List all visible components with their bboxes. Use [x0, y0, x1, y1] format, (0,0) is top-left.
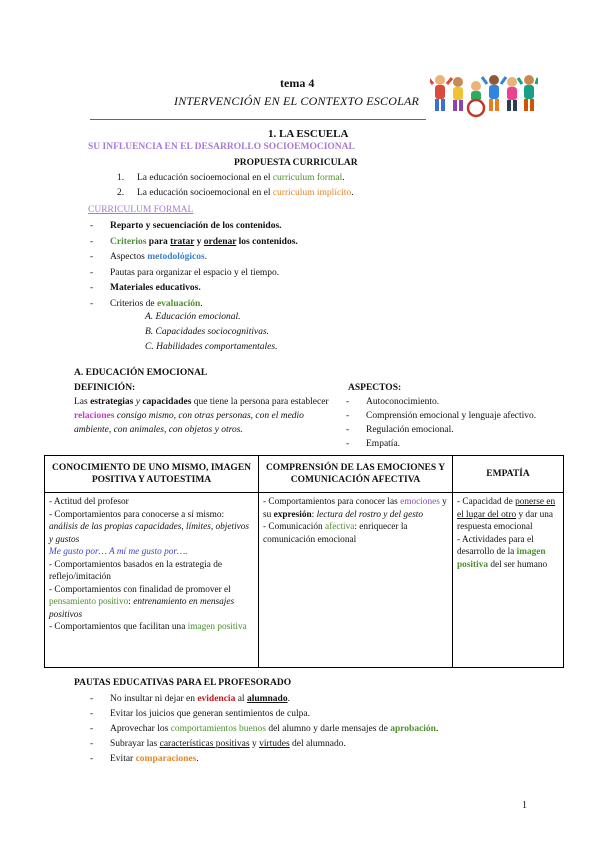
- text: y: [249, 739, 260, 749]
- header-rule: [90, 119, 426, 120]
- text: para: [146, 236, 171, 247]
- pauta-item: [90, 737, 560, 752]
- estrategias-text: estrategias: [90, 397, 134, 407]
- text: entrenamiento en mensajes positivos: [49, 597, 235, 620]
- caracteristicas-text: características positivas: [159, 739, 250, 749]
- text: Criterios de: [110, 298, 157, 309]
- alumnado-text: alumnado: [246, 694, 288, 704]
- cell-line: [49, 509, 254, 547]
- pautas-heading: PAUTAS EDUCATIVAS PARA EL PROFESORADO: [74, 678, 292, 688]
- aspect-item: - Empatía.: [346, 437, 576, 451]
- ponerse-text: ponerse en el lugar del otro: [457, 497, 556, 520]
- subitem: C. Habilidades comportamentales.: [145, 342, 278, 352]
- capacidades-text: capacidades: [142, 397, 192, 407]
- text: - Comportamientos que facilitan una: [49, 622, 188, 632]
- text: Aspectos: [110, 252, 148, 262]
- table-cell-col3: [453, 493, 564, 668]
- propuesta-item-1: [117, 172, 345, 185]
- section-heading: 1. LA ESCUELA: [268, 128, 349, 140]
- text: al: [235, 694, 247, 704]
- text: - Capacidad de: [457, 497, 516, 507]
- evidencia-text: evidencia: [197, 694, 236, 704]
- children-illustration: [430, 70, 538, 118]
- cell-line: [457, 496, 559, 534]
- text: y: [194, 236, 204, 247]
- cell-line: - Actitud del profesor: [49, 497, 129, 507]
- tema-label: tema 4: [280, 76, 315, 90]
- curriculum-item: [90, 250, 410, 266]
- propuesta-heading: PROPUESTA CURRICULAR: [234, 158, 358, 168]
- text: y: [133, 397, 143, 407]
- aspect-item: - Regulación emocional.: [346, 423, 576, 437]
- text: .: [200, 298, 203, 309]
- child-figure-1: [430, 75, 452, 111]
- curriculum-item: [90, 281, 410, 297]
- item-number: 2.: [117, 188, 125, 198]
- item-highlight: curriculum implícito: [272, 188, 352, 198]
- text: : enriquecer la comunicación emocional: [263, 522, 408, 545]
- text: Las: [74, 397, 91, 407]
- ordenar-text: ordenar: [203, 236, 237, 247]
- text: :: [128, 597, 134, 607]
- cell-line: [457, 534, 559, 572]
- relaciones-text: relaciones: [74, 411, 115, 421]
- pauta-item: [90, 752, 560, 767]
- item-highlight: curriculum formal: [272, 173, 343, 183]
- cell-line: - Comportamientos basados en la estrategia de reflejo/imitación: [49, 559, 222, 582]
- curriculum-item-text: Materiales educativos.: [110, 283, 201, 293]
- text: .: [435, 724, 439, 734]
- text: que tiene la persona para establecer: [191, 397, 329, 407]
- cell-line: [263, 521, 448, 546]
- text: - Comunicación: [263, 522, 325, 532]
- imagen-positiva-text: imagen positiva: [187, 622, 247, 632]
- text: :: [311, 509, 317, 520]
- virtudes-text: virtudes: [259, 739, 290, 749]
- section-subtitle: SU INFLUENCIA EN EL DESARROLLO SOCIOEMOCIONAL: [88, 142, 355, 152]
- item-text: La educación socioemocional en el: [137, 188, 273, 198]
- curriculum-item: [90, 219, 410, 235]
- text: - Comportamientos con finalidad de promover el: [49, 584, 231, 595]
- aspect-item: - Comprensión emocional y lenguaje afectivo.: [346, 409, 576, 423]
- child-figure-5: [518, 75, 538, 111]
- emotional-heading: A. EDUCACIÓN EMOCIONAL: [74, 368, 208, 378]
- curriculum-list: [90, 219, 410, 312]
- pautas-list: [90, 692, 560, 767]
- text: análisis de las propias capacidades, límites, objetivos y gustos: [49, 522, 250, 545]
- comparaciones-text: comparaciones: [135, 754, 197, 764]
- page-number: 1: [522, 800, 527, 811]
- item-number: 1.: [117, 173, 125, 183]
- curriculum-heading: CURRICULUM FORMAL: [88, 205, 194, 215]
- text: y dar una respuesta emocional: [457, 509, 554, 532]
- tratar-text: tratar: [170, 236, 195, 247]
- emotional-table: [44, 455, 564, 668]
- subitem: A. Educación emocional.: [145, 312, 241, 322]
- text: lectura del rostro y del gesto: [316, 509, 424, 520]
- table-cell-col2: [259, 493, 453, 668]
- cell-line: [49, 584, 254, 622]
- subitem: B. Capacidades sociocognitivas.: [145, 327, 270, 337]
- metodologicos-text: metodológicos: [147, 252, 205, 262]
- text: del ser humano: [488, 559, 548, 570]
- text: .: [196, 754, 199, 764]
- curriculum-item-text: Reparto y secuenciación de los contenidos.: [110, 221, 282, 231]
- pauta-item: [90, 707, 560, 722]
- child-figure-3: [482, 75, 506, 111]
- child-wheelchair: [468, 81, 484, 116]
- definition-label: DEFINICIÓN:: [74, 383, 136, 393]
- child-figure-4: [507, 77, 517, 111]
- text: - Comportamientos para conocerse a sí mismo:: [49, 509, 225, 520]
- table-header-col3: EMPATÍA: [453, 456, 564, 493]
- emociones-text: emociones: [400, 497, 440, 507]
- table-header-col1: CONOCIMIENTO DE UNO MISMO, IMAGEN POSITIVA Y AUTOESTIMA: [45, 456, 259, 493]
- table-header-col2: COMPRENSIÓN DE LAS EMOCIONES Y COMUNICACIÓN AFECTIVA: [259, 456, 453, 493]
- item-punct: .: [351, 188, 354, 198]
- text: y su: [263, 497, 447, 520]
- text: - Comportamientos para conocer las: [263, 497, 401, 507]
- curriculum-item: [90, 266, 410, 282]
- propuesta-item-2: [117, 187, 354, 200]
- aprobacion-text: aprobación: [390, 724, 436, 734]
- table-row: [45, 493, 564, 668]
- aspects-label: ASPECTOS:: [348, 383, 402, 393]
- text: del alumno y darle mensajes de: [265, 724, 391, 734]
- cell-line: Me gusto por… A mí me gusto por….: [49, 547, 188, 557]
- pensamiento-positivo-text: pensamiento positivo: [49, 597, 129, 607]
- evaluacion-text: evaluación: [156, 298, 201, 309]
- imagen-positiva-text: imagen positiva: [457, 547, 546, 570]
- curriculum-subitems: [145, 310, 277, 355]
- aspects-list: [346, 395, 576, 451]
- definition-text: [74, 395, 336, 437]
- comportamientos-text: comportamientos buenos: [170, 724, 266, 734]
- table-cell-col1: [45, 493, 259, 668]
- text: Subrayar las: [110, 739, 160, 749]
- page-title: INTERVENCIÓN EN EL CONTEXTO ESCOLAR: [174, 94, 420, 108]
- cell-line: [263, 496, 448, 521]
- text: .: [287, 694, 290, 704]
- text: consigo mismo, con otras personas, con el medio ambiente, con animales, con objetos y otros.: [74, 411, 304, 435]
- text: los contenidos.: [236, 236, 298, 247]
- curriculum-item: [90, 235, 410, 251]
- table-header-row: [45, 456, 564, 493]
- text: Evitar los juicios que generan sentimientos de culpa.: [110, 709, 310, 719]
- text: del alumnado.: [289, 739, 346, 749]
- text: Evitar: [110, 754, 136, 764]
- text: No insultar ni dejar en: [110, 694, 198, 704]
- expresion-text: expresión: [273, 509, 312, 520]
- cell-line: [49, 621, 254, 634]
- criterios-text: Criterios: [110, 236, 147, 247]
- aspect-item: - Autoconocimiento.: [346, 395, 576, 409]
- item-text: La educación socioemocional en el: [137, 173, 273, 183]
- child-figure-2: [453, 77, 463, 111]
- text: Aprovechar los: [110, 724, 171, 734]
- item-punct: .: [342, 173, 345, 183]
- pauta-item: [90, 692, 560, 707]
- text: - Actividades para el desarrollo de la: [457, 534, 534, 557]
- text: .: [204, 252, 208, 262]
- afectiva-text: afectiva: [324, 522, 355, 532]
- pauta-item: [90, 722, 560, 737]
- curriculum-item-text: Pautas para organizar el espacio y el tiempo.: [110, 267, 280, 278]
